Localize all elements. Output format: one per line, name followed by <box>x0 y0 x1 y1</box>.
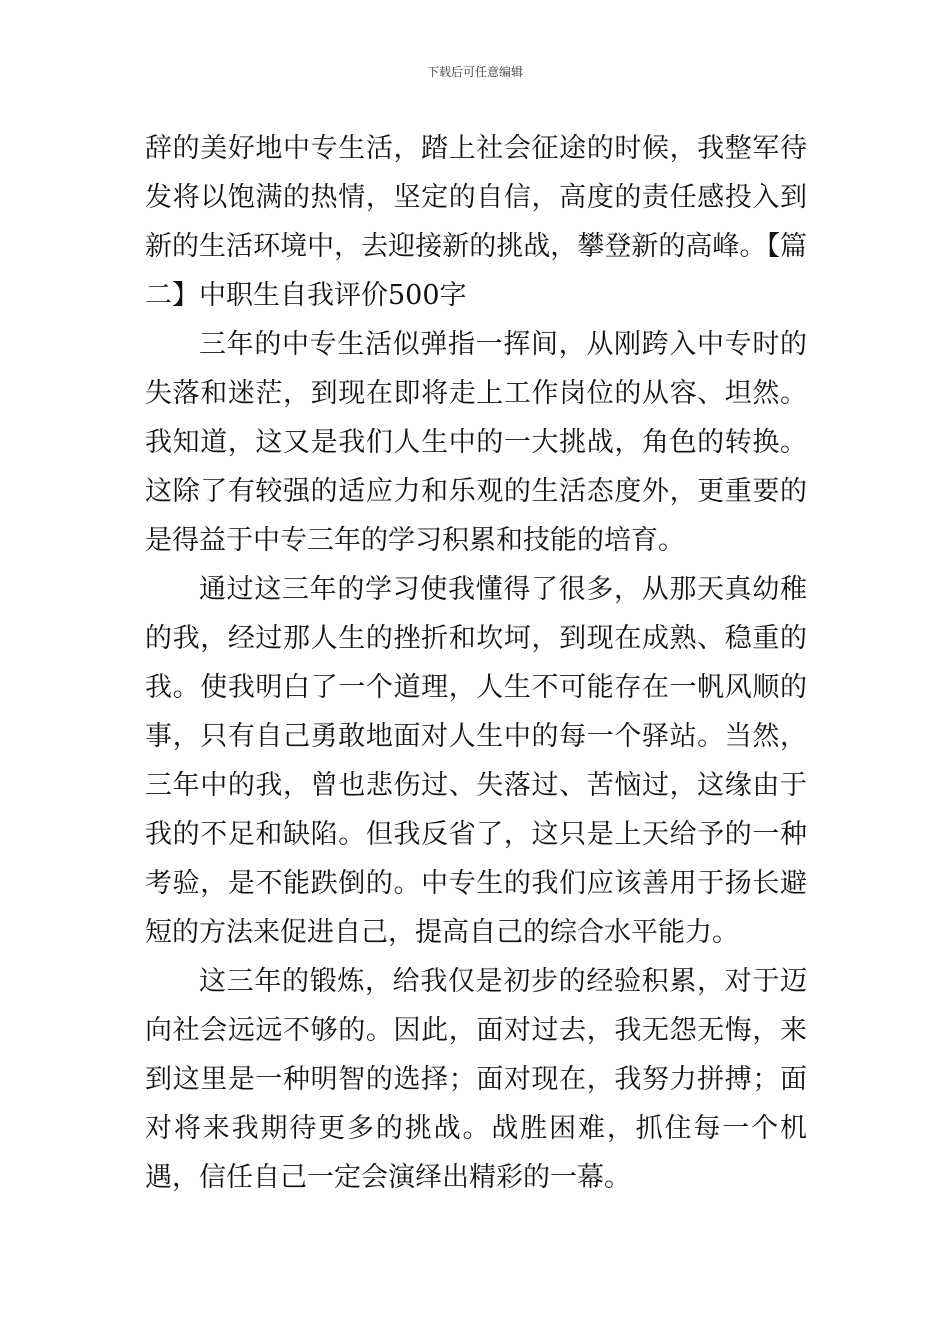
paragraph-growth: 通过这三年的学习使我懂得了很多，从那天真幼稚的我，经过那人生的挫折和坎坷，到现在成熟、稳重的我。使我明白了一个道理，人生不可能存在一帆风顺的事，只有自己勇敢地面对人生中的每一个驿站。当然，三年中的我，曾也悲伤过、失落过、苦恼过，这缘由于我的不足和缺陷。但我反省了，这只是上天给予的一种考验，是不能跌倒的。中专生的我们应该善用于扬长避短的方法来促进自己，提高自己的综合水平能力。 <box>145 574 807 948</box>
paragraph-intro: 三年的中专生活似弹指一挥间，从刚跨入中专时的失落和迷茫，到现在即将走上工作岗位的从容、坦然。我知道，这又是我们人生中的一大挑战，角色的转换。这除了有较强的适应力和乐观的生活态度外，更重要的是得益于中专三年的学习积累和技能的培育。 <box>145 329 807 556</box>
paragraph-continuation: 辞的美好地中专生活，踏上社会征途的时候，我整军待发将以饱满的热情，坚定的自信，高度的责任感投入到新的生活环境中，去迎接新的挑战，攀登新的高峰。【篇二】中职生自我评价500字 <box>145 133 807 311</box>
paragraph-conclusion: 这三年的锻炼，给我仅是初步的经验积累，对于迈向社会远远不够的。因此，面对过去，我无怨无悔，来到这里是一种明智的选择；面对现在，我努力拼搏；面对将来我期待更多的挑战。战胜困难，抓住每一个机遇，信任自己一定会演绎出精彩的一幕。 <box>145 966 807 1193</box>
page-header-note: 下载后可任意编辑 <box>426 65 523 79</box>
document-body <box>145 124 807 1202</box>
